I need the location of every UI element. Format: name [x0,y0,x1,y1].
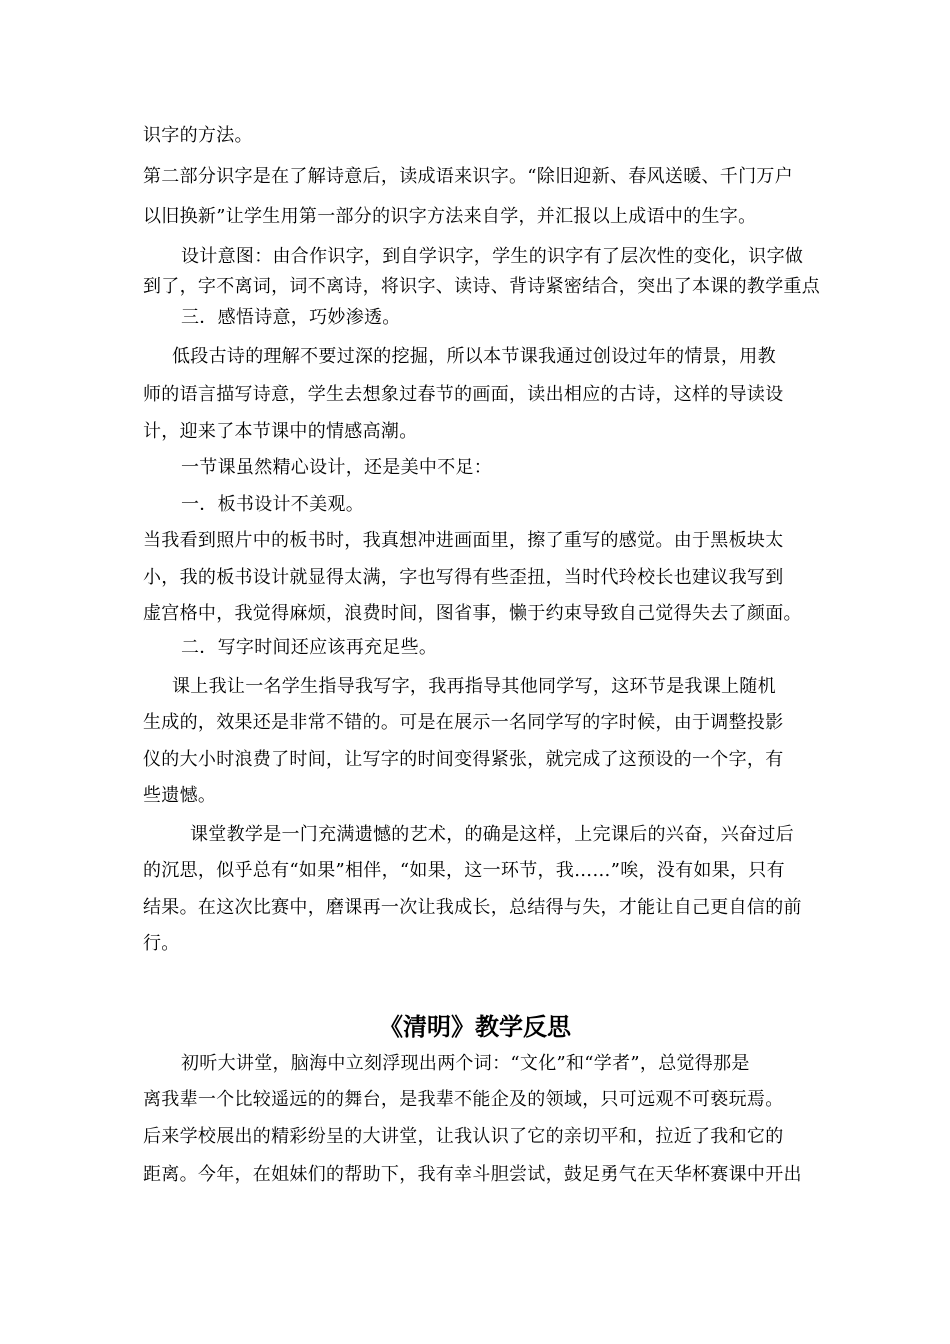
paragraph-line: 第二部分识字是在了解诗意后，读成语来识字。“除旧迎新、春风送暖、千门万户 [143,166,793,187]
paragraph-line: 后来学校展出的精彩纷呈的大讲堂，让我认识了它的亲切平和，拉近了我和它的 [143,1126,784,1147]
paragraph-line: 结果。在这次比赛中，磨课再一次让我成长，总结得与失，才能让自己更自信的前 [143,897,802,918]
paragraph-line: 计，迎来了本节课中的情感高潮。 [143,421,418,442]
paragraph-line: 当我看到照片中的板书时，我真想冲进画面里，擦了重写的感觉。由于黑板块太 [143,530,784,551]
paragraph-line: 初听大讲堂，脑海中立刻浮现出两个词：“文化”和“学者”，总觉得那是 [181,1053,750,1074]
paragraph-line: 仪的大小时浪费了时间，让写字的时间变得紧张，就完成了这预设的一个字，有 [143,749,784,770]
paragraph-line: 三．感悟诗意，巧妙渗透。 [181,307,401,328]
paragraph-line: 小，我的板书设计就显得太满，字也写得有些歪扭，当时代玲校长也建议我写到 [143,567,784,588]
paragraph-line: 二．写字时间还应该再充足些。 [181,637,438,658]
paragraph-line: 识字的方法。 [143,125,253,146]
paragraph-line: 距离。今年，在姐妹们的帮助下，我有幸斗胆尝试，鼓足勇气在天华杯赛课中开出 [143,1164,802,1185]
paragraph-line: 虚宫格中，我觉得麻烦，浪费时间，图省事，懒于约束导致自己觉得失去了颜面。 [143,603,802,624]
paragraph-line: 以旧换新”让学生用第一部分的识字方法来自学，并汇报以上成语中的生字。 [143,206,757,227]
paragraph-line: 设计意图：由合作识字，到自学识字，学生的识字有了层次性的变化，识字做 [181,246,804,267]
paragraph-line: 的沉思，似乎总有“如果”相伴，“如果，这一环节，我……”唉，没有如果，只有 [143,860,785,881]
paragraph-line: 生成的，效果还是非常不错的。可是在展示一名同学写的字时候，由于调整投影 [143,712,784,733]
paragraph-line: 行。 [143,933,180,954]
paragraph-line: 低段古诗的理解不要过深的挖掘，所以本节课我通过创设过年的情景，用教 [172,346,776,367]
paragraph-line: 到了，字不离词，词不离诗，将识字、读诗、背诗紧密结合，突出了本课的教学重点 [143,276,821,297]
paragraph-line: 师的语言描写诗意，学生去想象过春节的画面，读出相应的古诗，这样的导读设 [143,384,784,405]
paragraph-line: 一节课虽然精心设计，还是美中不足： [181,457,493,478]
section-title: 《清明》教学反思 [379,1012,571,1041]
paragraph-line: 些遗憾。 [143,785,217,806]
paragraph-line: 课堂教学是一门充满遗憾的艺术，的确是这样，上完课后的兴奋，兴奋过后 [190,824,794,845]
paragraph-line: 一．板书设计不美观。 [181,494,364,515]
paragraph-line: 离我辈一个比较遥远的的舞台，是我辈不能企及的领域，只可远观不可亵玩焉。 [143,1089,784,1110]
paragraph-line: 课上我让一名学生指导我写字，我再指导其他同学写，这环节是我课上随机 [172,676,776,697]
